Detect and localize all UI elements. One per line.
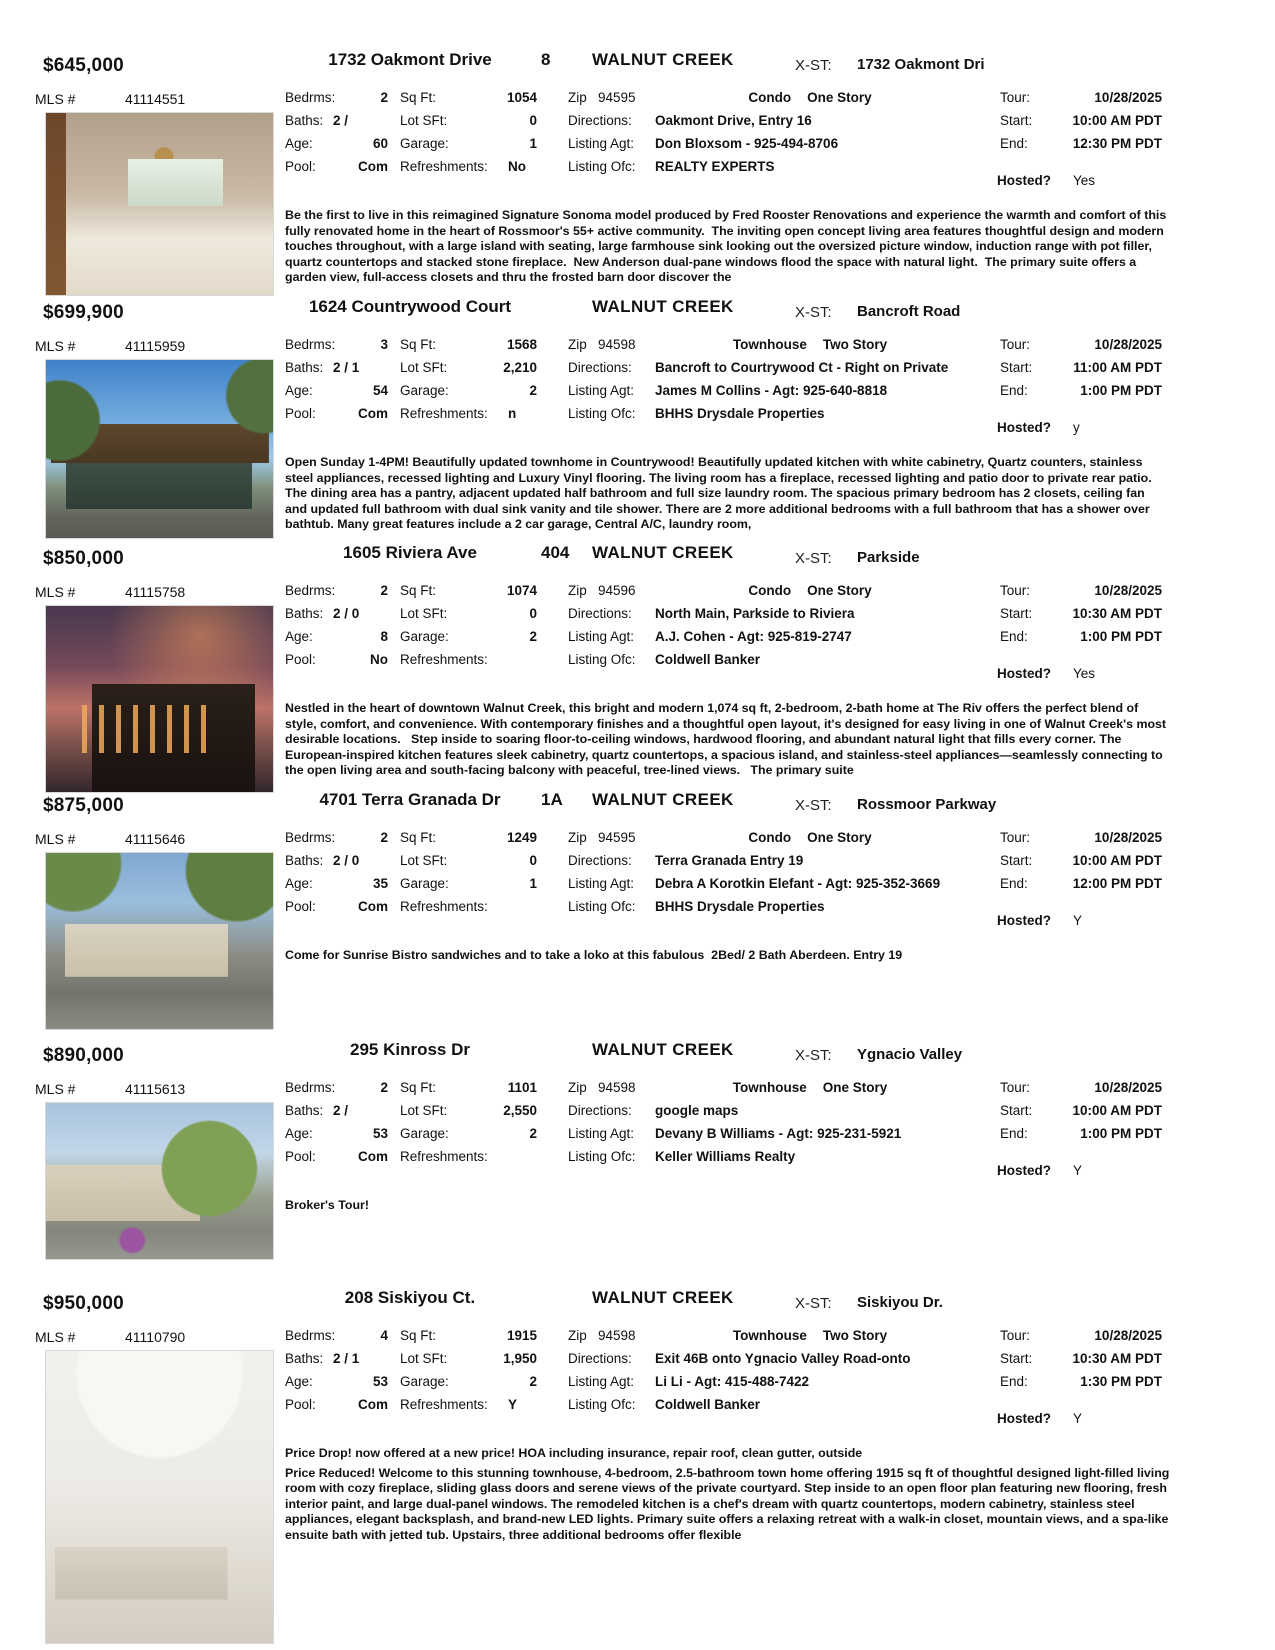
cross-street-label: X-ST:: [795, 1295, 832, 1312]
refreshments-label: Refreshments:: [400, 406, 488, 421]
cross-street-value: 1732 Oakmont Dri: [857, 56, 985, 73]
type-value: Townhouse: [732, 337, 807, 352]
tour-label: Tour:: [1000, 90, 1031, 105]
type-value: Townhouse: [732, 1080, 807, 1095]
directions-value: Bancroft to Courtrywood Ct - Right on Private: [655, 360, 949, 375]
property-photo: [45, 1102, 274, 1260]
lot-sqft-value: 2,550: [503, 1103, 537, 1118]
hosted-label: Hosted?: [997, 420, 1051, 435]
zip-label: Zip: [568, 1080, 587, 1095]
listing-agent-value: A.J. Cohen - Agt: 925-819-2747: [655, 629, 852, 644]
age-label: Age:: [285, 1374, 313, 1389]
garage-label: Garage:: [400, 876, 449, 891]
start-label: Start:: [1000, 360, 1033, 375]
end-time: 1:30 PM PDT: [1080, 1374, 1162, 1389]
end-time: 1:00 PM PDT: [1080, 1126, 1162, 1141]
mls-label: MLS #: [35, 91, 76, 107]
zip-value: 94595: [598, 830, 636, 845]
directions-label: Directions:: [568, 606, 632, 621]
cross-street-value: Bancroft Road: [857, 303, 961, 320]
type-value: Condo: [748, 583, 792, 598]
property-type: [620, 90, 1000, 105]
garage-label: Garage:: [400, 1374, 449, 1389]
listing-price: $890,000: [43, 1045, 124, 1066]
listing-office-value: BHHS Drysdale Properties: [655, 899, 825, 914]
directions-value: Oakmont Drive, Entry 16: [655, 113, 812, 128]
sqft-label: Sq Ft:: [400, 90, 437, 105]
listing-office-value: REALTY EXPERTS: [655, 159, 775, 174]
refreshments-label: Refreshments:: [400, 899, 488, 914]
listing-city: WALNUT CREEK: [592, 297, 734, 316]
start-time: 10:00 AM PDT: [1072, 113, 1162, 128]
zip-label: Zip: [568, 583, 587, 598]
start-time: 10:30 AM PDT: [1072, 606, 1162, 621]
start-label: Start:: [1000, 113, 1033, 128]
garage-value: 2: [529, 383, 537, 398]
listing-price: $875,000: [43, 795, 124, 816]
sqft-value: 1568: [506, 337, 537, 352]
hosted-label: Hosted?: [997, 666, 1051, 681]
bedrooms-label: Bedrms:: [285, 1328, 336, 1343]
mls-number: 41110790: [125, 1329, 186, 1345]
property-photo: [45, 359, 274, 539]
baths-label: Baths:: [285, 113, 324, 128]
listing-office-value: Coldwell Banker: [655, 652, 761, 667]
listing-office-label: Listing Ofc:: [568, 652, 636, 667]
lot-sqft-label: Lot SFt:: [400, 1351, 448, 1366]
end-label: End:: [1000, 876, 1028, 891]
cross-street-label: X-ST:: [795, 304, 832, 321]
bedrooms-label: Bedrms:: [285, 337, 336, 352]
cross-street-label: X-ST:: [795, 797, 832, 814]
listing-office-label: Listing Ofc:: [568, 1149, 636, 1164]
listing-unit: 1A: [541, 790, 563, 809]
cross-street-value: Ygnacio Valley: [857, 1046, 963, 1063]
garage-value: 2: [529, 1126, 537, 1141]
listing-unit: 404: [541, 543, 570, 562]
sqft-value: 1101: [507, 1080, 537, 1095]
baths-value: 2 / 0: [333, 853, 360, 868]
refreshments-label: Refreshments:: [400, 1397, 488, 1412]
type-value: Townhouse: [732, 1328, 807, 1343]
property-type: [620, 337, 1000, 352]
zip-value: 94596: [598, 583, 636, 598]
directions-label: Directions:: [568, 1103, 632, 1118]
listing-unit: 8: [541, 50, 551, 69]
refreshments-value: No: [508, 159, 526, 174]
pool-value: Com: [358, 1149, 388, 1164]
baths-label: Baths:: [285, 360, 324, 375]
listing-agent-value: Devany B Williams - Agt: 925-231-5921: [655, 1126, 902, 1141]
mls-number: 41115959: [125, 338, 186, 354]
property-type: [620, 583, 1000, 598]
sqft-label: Sq Ft:: [400, 337, 437, 352]
listing-address: 1732 Oakmont Drive: [328, 50, 492, 69]
start-label: Start:: [1000, 1103, 1033, 1118]
start-time: 11:00 AM PDT: [1073, 360, 1162, 375]
listing-city: WALNUT CREEK: [592, 1288, 734, 1307]
cross-street-label: X-ST:: [795, 57, 832, 74]
mls-number: 41115758: [125, 584, 186, 600]
sqft-value: 1054: [506, 90, 537, 105]
tour-date: 10/28/2025: [1094, 830, 1162, 845]
cross-street-value: Parkside: [857, 549, 920, 566]
listing-office-label: Listing Ofc:: [568, 159, 636, 174]
sqft-value: 1915: [506, 1328, 537, 1343]
garage-value: 2: [529, 1374, 537, 1389]
age-label: Age:: [285, 629, 313, 644]
directions-label: Directions:: [568, 853, 632, 868]
zip-value: 94598: [598, 1080, 636, 1095]
sqft-value: 1249: [506, 830, 537, 845]
hosted-value: Y: [1073, 1411, 1083, 1426]
listing-agent-value: Li Li - Agt: 415-488-7422: [655, 1374, 810, 1389]
pool-value: Com: [358, 899, 388, 914]
age-value: 8: [380, 629, 388, 644]
listing-address: 208 Siskiyou Ct.: [344, 1288, 476, 1307]
story-value: Two Story: [822, 1328, 888, 1343]
pool-label: Pool:: [285, 1149, 316, 1164]
start-label: Start:: [1000, 606, 1033, 621]
tour-label: Tour:: [1000, 1080, 1031, 1095]
start-time: 10:00 AM PDT: [1072, 853, 1162, 868]
directions-label: Directions:: [568, 1351, 632, 1366]
garage-value: 2: [529, 629, 537, 644]
sqft-value: 1074: [506, 583, 537, 598]
tour-date: 10/28/2025: [1094, 1080, 1162, 1095]
baths-value: 2 / 1: [333, 360, 360, 375]
listing-price: $950,000: [43, 1293, 124, 1314]
sqft-label: Sq Ft:: [400, 1080, 437, 1095]
garage-label: Garage:: [400, 383, 449, 398]
listing-agent-value: Debra A Korotkin Elefant - Agt: 925-352-3669: [655, 876, 941, 891]
start-label: Start:: [1000, 1351, 1033, 1366]
hosted-value: Yes: [1073, 173, 1096, 188]
lot-sqft-value: 2,210: [503, 360, 537, 375]
directions-label: Directions:: [568, 113, 632, 128]
pool-label: Pool:: [285, 652, 316, 667]
zip-label: Zip: [568, 1328, 587, 1343]
mls-label: MLS #: [35, 831, 76, 847]
description-block: [285, 1446, 1173, 1543]
lot-sqft-label: Lot SFt:: [400, 360, 448, 375]
lot-sqft-label: Lot SFt:: [400, 113, 448, 128]
pool-value: No: [370, 652, 388, 667]
age-label: Age:: [285, 136, 313, 151]
listing-description: Broker's Tour!: [285, 1198, 369, 1212]
age-label: Age:: [285, 383, 313, 398]
lot-sqft-label: Lot SFt:: [400, 1103, 448, 1118]
baths-value: 2 /: [333, 1103, 349, 1118]
listing-description: Nestled in the heart of downtown Walnut Creek, this bright and modern 1,074 sq ft, 2-bedroom, 2-bath home at The Riv offers the perfect blend of style, comfort, and convenience. With contemporary finishes and a thoughtful open layout, it's designed for easy living in one of Walnut Creek's most desirable locations. Step inside to soaring floor-to-ceiling windows, hardwood flooring, and abundant natural light that fills every corner. The European-inspired kitchen features sleek cabinetry, quartz countertops, a spacious island, and stainless-steel appliances—seamlessly connecting to the open living area and south-facing balcony with peaceful, tree-lined views. The primary suite: [285, 701, 1170, 778]
tour-label: Tour:: [1000, 337, 1031, 352]
pool-label: Pool:: [285, 159, 316, 174]
listing-office-label: Listing Ofc:: [568, 1397, 636, 1412]
bedrooms-label: Bedrms:: [285, 1080, 336, 1095]
listing-description: Open Sunday 1-4PM! Beautifully updated townhome in Countrywood! Beautifully updated kitchen with white cabinetry, Quartz counters, stainless steel appliances, recessed lighting and Luxury Vinyl flooring. The living room has a fireplace, recessed lighting and patio door to private rear patio. The dining area has a pantry, adjacent updated half bathroom and full size laundry room. The spacious primary bedroom has 2 closets, ceiling fan and updated full bathroom with dual sink vanity and tile shower. There are 2 more additional bedrooms with a full bathroom that has a shower over bathtub. Many great features include a 2 car garage, Central A/C, laundry room,: [285, 455, 1156, 532]
hosted-value: Y: [1073, 1163, 1083, 1178]
description-block: [285, 208, 1170, 286]
lot-sqft-value: 0: [529, 606, 537, 621]
description-block: [285, 1198, 1170, 1214]
mls-number: 41115646: [125, 831, 186, 847]
listing-address: 1605 Riviera Ave: [343, 543, 477, 562]
garage-value: 1: [529, 136, 537, 151]
listing-office-value: BHHS Drysdale Properties: [655, 406, 825, 421]
property-type: [620, 1080, 1000, 1095]
baths-label: Baths:: [285, 606, 324, 621]
end-label: End:: [1000, 1374, 1028, 1389]
listing-price: $699,900: [43, 302, 124, 323]
listing-agent-value: James M Collins - Agt: 925-640-8818: [655, 383, 888, 398]
lot-sqft-value: 0: [529, 113, 537, 128]
sqft-label: Sq Ft:: [400, 583, 437, 598]
zip-value: 94598: [598, 1328, 636, 1343]
cross-street-value: Rossmoor Parkway: [857, 796, 997, 813]
hosted-label: Hosted?: [997, 913, 1051, 928]
pool-label: Pool:: [285, 1397, 316, 1412]
bedrooms-value: 2: [380, 583, 388, 598]
sqft-label: Sq Ft:: [400, 830, 437, 845]
property-photo: [45, 852, 274, 1030]
mls-label: MLS #: [35, 584, 76, 600]
listing-description: Be the first to live in this reimagined Signature Sonoma model produced by Fred Rooster Renovations and experience the warmth and comfort of this fully renovated home in the heart of Rossmoor's 55+ active community. The inviting open concept living area features thoughtful design and modern touches throughout, with a large island with seating, large farmhouse sink looking out the oversized picture window, induction range with pot filler, quartz countertops and stacked stone fireplace. New Anderson dual-pane windows flood the space with natural light. The primary suite offers a garden view, full-access closets and thru the frosted barn door discover the: [285, 208, 1170, 285]
garage-label: Garage:: [400, 136, 449, 151]
lot-sqft-label: Lot SFt:: [400, 853, 448, 868]
baths-label: Baths:: [285, 1103, 324, 1118]
refreshments-value: Y: [508, 1397, 518, 1412]
bedrooms-value: 2: [380, 830, 388, 845]
listing-description: Come for Sunrise Bistro sandwiches and to take a loko at this fabulous 2Bed/ 2 Bath Aberdeen. Entry 19: [285, 948, 903, 962]
listing-note: Price Drop! now offered at a new price! HOA including insurance, repair roof, clean gutter, outside: [285, 1446, 863, 1460]
end-time: 12:00 PM PDT: [1072, 876, 1162, 891]
listing-city: WALNUT CREEK: [592, 790, 734, 809]
sqft-label: Sq Ft:: [400, 1328, 437, 1343]
listing-agent-label: Listing Agt:: [568, 1126, 635, 1141]
hosted-value: y: [1073, 420, 1080, 435]
listing-address: 4701 Terra Granada Dr: [319, 790, 501, 809]
lot-sqft-label: Lot SFt:: [400, 606, 448, 621]
baths-value: 2 / 1: [333, 1351, 360, 1366]
listing-office-label: Listing Ofc:: [568, 899, 636, 914]
listing-price: $850,000: [43, 548, 124, 569]
garage-value: 1: [529, 876, 537, 891]
cross-street-value: Siskiyou Dr.: [857, 1294, 943, 1311]
age-value: 60: [372, 136, 388, 151]
listing-agent-label: Listing Agt:: [568, 876, 635, 891]
hosted-label: Hosted?: [997, 1411, 1051, 1426]
bedrooms-value: 3: [380, 337, 388, 352]
pool-label: Pool:: [285, 899, 316, 914]
mls-label: MLS #: [35, 1081, 76, 1097]
end-time: 12:30 PM PDT: [1072, 136, 1162, 151]
listing-price: $645,000: [43, 55, 124, 76]
start-time: 10:30 AM PDT: [1072, 1351, 1162, 1366]
listing-city: WALNUT CREEK: [592, 1040, 734, 1059]
tour-date: 10/28/2025: [1094, 337, 1162, 352]
listing-office-label: Listing Ofc:: [568, 406, 636, 421]
tour-label: Tour:: [1000, 830, 1031, 845]
listing-agent-value: Don Bloxsom - 925-494-8706: [655, 136, 839, 151]
end-label: End:: [1000, 383, 1028, 398]
pool-label: Pool:: [285, 406, 316, 421]
property-photo: [45, 605, 274, 793]
story-value: One Story: [822, 1080, 888, 1095]
hosted-label: Hosted?: [997, 1163, 1051, 1178]
end-label: End:: [1000, 1126, 1028, 1141]
tour-date: 10/28/2025: [1094, 1328, 1162, 1343]
end-time: 1:00 PM PDT: [1080, 383, 1162, 398]
zip-label: Zip: [568, 830, 587, 845]
end-label: End:: [1000, 629, 1028, 644]
mls-number: 41115613: [125, 1081, 186, 1097]
bedrooms-label: Bedrms:: [285, 583, 336, 598]
tour-label: Tour:: [1000, 583, 1031, 598]
baths-label: Baths:: [285, 1351, 324, 1366]
baths-value: 2 / 0: [333, 606, 360, 621]
mls-label: MLS #: [35, 1329, 76, 1345]
baths-value: 2 /: [333, 113, 349, 128]
end-time: 1:00 PM PDT: [1080, 629, 1162, 644]
age-value: 54: [372, 383, 388, 398]
directions-value: Exit 46B onto Ygnacio Valley Road-onto: [655, 1351, 911, 1366]
property-photo: [45, 1350, 274, 1644]
directions-value: Terra Granada Entry 19: [655, 853, 804, 868]
lot-sqft-value: 1,950: [503, 1351, 537, 1366]
bedrooms-label: Bedrms:: [285, 90, 336, 105]
directions-label: Directions:: [568, 360, 632, 375]
description-block: [285, 948, 1170, 964]
garage-label: Garage:: [400, 629, 449, 644]
bedrooms-value: 4: [380, 1328, 388, 1343]
tour-date: 10/28/2025: [1094, 90, 1162, 105]
garage-label: Garage:: [400, 1126, 449, 1141]
zip-label: Zip: [568, 337, 587, 352]
listing-agent-label: Listing Agt:: [568, 136, 635, 151]
description-block: [285, 455, 1170, 533]
directions-value: North Main, Parkside to Riviera: [655, 606, 855, 621]
start-time: 10:00 AM PDT: [1072, 1103, 1162, 1118]
age-label: Age:: [285, 876, 313, 891]
bedrooms-label: Bedrms:: [285, 830, 336, 845]
mls-number: 41114551: [125, 91, 186, 107]
listing-agent-label: Listing Agt:: [568, 1374, 635, 1389]
refreshments-label: Refreshments:: [400, 159, 488, 174]
age-value: 35: [372, 876, 388, 891]
description-block: [285, 701, 1170, 779]
cross-street-label: X-ST:: [795, 1047, 832, 1064]
tour-label: Tour:: [1000, 1328, 1031, 1343]
bedrooms-value: 2: [380, 90, 388, 105]
start-label: Start:: [1000, 853, 1033, 868]
listing-city: WALNUT CREEK: [592, 50, 734, 69]
property-photo: [45, 112, 274, 296]
zip-value: 94598: [598, 337, 636, 352]
listing-agent-label: Listing Agt:: [568, 629, 635, 644]
directions-value: google maps: [655, 1103, 739, 1118]
story-value: One Story: [807, 830, 872, 845]
mls-label: MLS #: [35, 338, 76, 354]
hosted-value: Y: [1073, 913, 1083, 928]
refreshments-label: Refreshments:: [400, 1149, 488, 1164]
age-label: Age:: [285, 1126, 313, 1141]
listing-description: Price Reduced! Welcome to this stunning townhouse, 4-bedroom, 2.5-bathroom town home offering 1915 sq ft of thoughtful designed light-filled living room with cozy fireplace, sliding glass doors and serene views of the private courtyard. Step inside to an open floor plan featuring new flooring, fresh interior paint, and large dual-panel windows. The remodeled kitchen is a chef's dream with quartz countertops, modern cabinetry, stainless steel appliances, elegant backsplash, and brand-new LED lights. Primary suite offers a relaxing retreat with a walk-in closet, mountain views, and a spa-like ensuite bath with jetted tub. Upstairs, three additional bedrooms offer flexible: [285, 1465, 1173, 1542]
age-value: 53: [372, 1374, 388, 1389]
property-type: [620, 830, 1000, 845]
refreshments-label: Refreshments:: [400, 652, 488, 667]
baths-label: Baths:: [285, 853, 324, 868]
tour-date: 10/28/2025: [1094, 583, 1162, 598]
story-value: One Story: [807, 583, 872, 598]
listing-address: 295 Kinross Dr: [350, 1040, 470, 1059]
bedrooms-value: 2: [380, 1080, 388, 1095]
pool-value: Com: [358, 159, 388, 174]
end-label: End:: [1000, 136, 1028, 151]
listing-address: 1624 Countrywood Court: [308, 297, 512, 316]
story-value: Two Story: [822, 337, 888, 352]
zip-value: 94595: [598, 90, 636, 105]
listing-city: WALNUT CREEK: [592, 543, 734, 562]
hosted-value: Yes: [1073, 666, 1096, 681]
zip-label: Zip: [568, 90, 587, 105]
pool-value: Com: [358, 406, 388, 421]
listing-agent-label: Listing Agt:: [568, 383, 635, 398]
listing-office-value: Keller Williams Realty: [655, 1149, 796, 1164]
cross-street-label: X-ST:: [795, 550, 832, 567]
listing-office-value: Coldwell Banker: [655, 1397, 761, 1412]
lot-sqft-value: 0: [529, 853, 537, 868]
property-type: [620, 1328, 1000, 1343]
pool-value: Com: [358, 1397, 388, 1412]
type-value: Condo: [748, 90, 792, 105]
type-value: Condo: [748, 830, 792, 845]
age-value: 53: [372, 1126, 388, 1141]
story-value: One Story: [807, 90, 872, 105]
refreshments-value: n: [508, 406, 517, 421]
hosted-label: Hosted?: [997, 173, 1051, 188]
